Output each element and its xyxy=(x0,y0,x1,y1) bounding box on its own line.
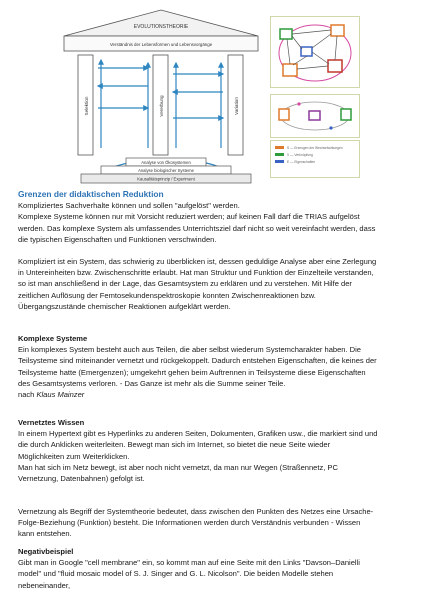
section-heading-negativbeispiel: Negativbeispiel xyxy=(18,547,74,556)
attribution-name: Klaus Mainzer xyxy=(36,390,85,400)
section-heading-komplexe-systeme: Komplexe Systeme xyxy=(18,334,88,343)
text-line: Komplexe Systeme können nur mit Vorsicht reduziert werden; auf keinen Fall darf die TRIAS aufgelöst xyxy=(18,212,360,222)
legend-figure xyxy=(270,140,360,178)
text-line: kann entstehen. xyxy=(18,529,72,539)
pillar-label-variation: Variation xyxy=(234,97,239,115)
paragraph-kompliziert xyxy=(18,256,422,312)
text-line: die typischen Eigenschaften und Funktionen verschwinden. xyxy=(18,234,217,244)
cycle-dot-1 xyxy=(297,102,300,105)
node-orange-top xyxy=(331,25,344,36)
text-line: In einem Hypertext gibt es Hyperlinks zu anderen Seiten, Dokumenten, Grafiken usw., die markiert sind und xyxy=(18,429,378,439)
text-line: model" und "fluid mosaic model of S. J. Singer and G. L. Nicolson". Die beiden Modelle stehen xyxy=(18,569,334,579)
text-line: Teilsysteme hatte (Emergenzen); umgekehrt gehen beim Auftrennen in Teilsysteme diese Eigenschaften xyxy=(18,367,366,377)
roof-subtitle: Verständnis der Lebensformen und Lebensvorgänge xyxy=(109,42,213,47)
pillar-label-vererbung: Vererbung xyxy=(159,95,164,117)
text-line: die durch Anklicken weiterleiten. Bewegt man sich im Internet, so bietet die neue Seite wieder xyxy=(18,440,331,450)
temple-roof xyxy=(64,10,258,36)
text-line: Man hat sich im Netz bewegt, ist aber noch nicht vernetzt, da man nur Wegen (Straßennetz, PC xyxy=(18,462,338,472)
legend-line-1: S — Erzeugen der Wechselwirkungen xyxy=(287,146,343,150)
text-line: in Untereinheiten bzw. Zwischenschritte erlaubt. Hat man Struktur und Funktion der Einzelteile verstanden, xyxy=(18,268,374,278)
text-line: Vernetzung, Datenbahnen) gefolgt ist. xyxy=(18,474,145,484)
theory-temple-diagram xyxy=(56,8,266,185)
paragraph-vernetzung xyxy=(18,506,422,540)
legend-line-2: V — Verknüpfung xyxy=(287,153,313,158)
attribution-prefix: nach xyxy=(18,390,37,400)
section-komplexe-systeme xyxy=(18,333,422,400)
section-heading-grenzen: Grenzen der didaktischen Reduktion xyxy=(18,189,164,199)
cycle-dot-2 xyxy=(329,126,332,129)
text-line: des Gesamtsystems verloren. - Das Ganze ist mehr als die Summe seiner Teile. xyxy=(18,378,286,388)
roof-title: EVOLUTIONSTHEORIE xyxy=(133,24,189,30)
cycle-node-center xyxy=(309,111,320,120)
text-line: Folge-Beziehung (Funktion) besteht. Die Informationen werden durch Verständnis verbunden - Wissen xyxy=(18,518,361,528)
section-grenzen xyxy=(18,189,422,245)
text-line: zeitlichen Auflösung der Femtosekundenspektroskopie konnten Zwischenreaktionen bzw. xyxy=(18,290,316,300)
node-orange-bottom xyxy=(283,64,297,76)
text-line: Ein komplexes System besteht auch aus Teilen, die aber selbst wiederum Systemcharakter haben. Die xyxy=(18,345,361,355)
legend-swatches xyxy=(275,146,284,172)
text-line: Gibt man in Google "cell membrane" ein, so kommt man auf eine Seite mit den Links "Davson–Danielli xyxy=(18,558,360,568)
section-vernetztes-wissen xyxy=(18,417,422,484)
cycle-node-left xyxy=(279,109,289,120)
legend-line-3: E — Eigenschaften xyxy=(287,160,316,165)
text-line: so ist man anschließend in der Lage, das Gesamtsystem zu erklären und zu verstehen. Mit Hilfe der xyxy=(18,279,352,289)
text-line: werden. Das komplexe System als umfassendes Unterrichtsziel darf nicht so weit vereinfacht werden, dass xyxy=(18,223,376,233)
pillar-label-selektion: Selektion xyxy=(84,96,89,116)
base-level-2-label: Analyse biologischer Systeme xyxy=(138,168,194,173)
text-line: Kompliziertes Sachverhalte können und sollen "aufgelöst" werden. xyxy=(18,201,240,211)
cycle-node-right xyxy=(341,109,351,120)
section-negativbeispiel xyxy=(18,546,422,591)
base-level-1-label: Analyse von Ökosystemen xyxy=(141,160,191,165)
text-line: Vernetzung als Begriff der Systemtheorie bedeutet, dass zwischen den Punkten des Netzes eine Ursache- xyxy=(18,507,374,516)
attribution xyxy=(18,389,422,400)
text-line: Kompliziert ist ein System, das schwierig zu überblicken ist, dessen geduldige Analyse aber eine Zerlegung xyxy=(18,257,377,266)
base-level-3-label: Kausalitätsprinzip / Experiment xyxy=(137,176,195,182)
text-line: Übergangszustände chemischer Reaktionen aufgeklärt werden. xyxy=(18,301,231,311)
text-line: nebeneinander, xyxy=(18,580,71,590)
node-blue xyxy=(301,47,312,56)
node-red xyxy=(328,60,342,72)
cycle-diagram xyxy=(270,94,360,138)
network-diagram xyxy=(270,16,360,88)
text-line: Möglichkeiten zum Weiterklicken. xyxy=(18,451,130,461)
node-green xyxy=(280,29,292,39)
section-heading-vernetztes-wissen: Vernetztes Wissen xyxy=(18,418,85,427)
text-line: Teilsysteme sind miteinander vernetzt und rückgekoppelt. Dadurch entstehen Eigenschaften, die keines der xyxy=(18,356,377,366)
